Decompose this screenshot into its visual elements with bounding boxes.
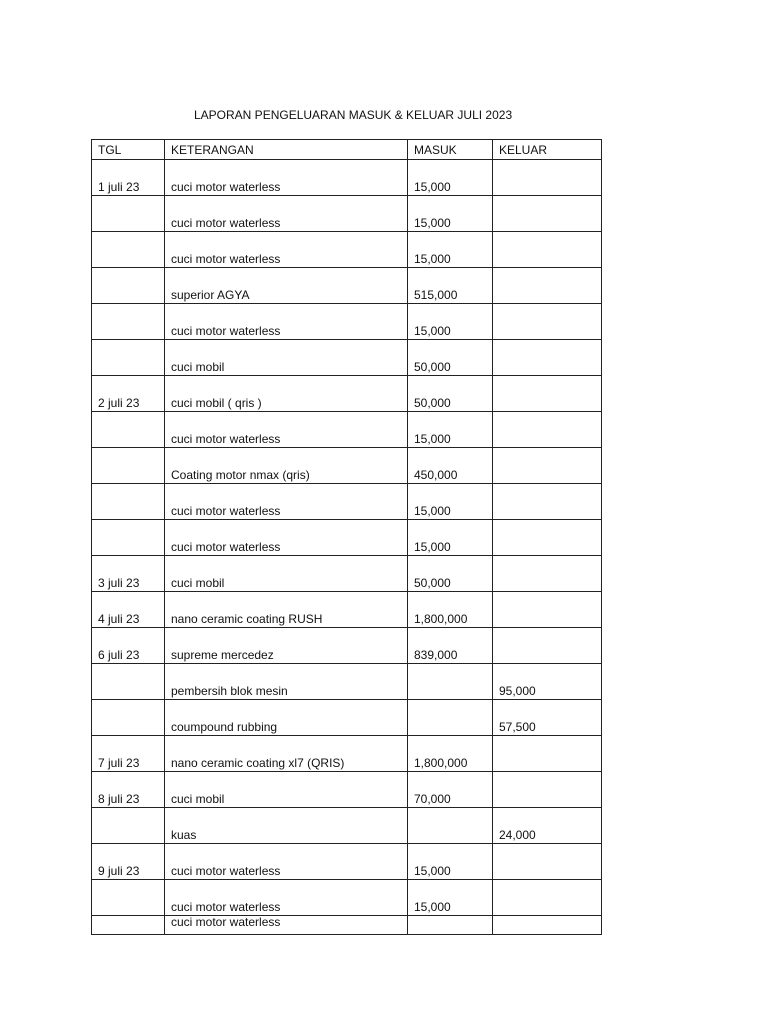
keluar-cell bbox=[493, 772, 602, 808]
masuk-cell bbox=[408, 700, 493, 736]
masuk-cell: 15,000 bbox=[408, 232, 493, 268]
tgl-cell bbox=[92, 232, 165, 268]
keterangan-cell: pembersih blok mesin bbox=[165, 664, 408, 700]
keterangan-cell: cuci motor waterless bbox=[165, 484, 408, 520]
keluar-cell bbox=[493, 232, 602, 268]
masuk-cell: 15,000 bbox=[408, 304, 493, 340]
document-title: LAPORAN PENGELUARAN MASUK & KELUAR JULI 2023 bbox=[194, 108, 513, 122]
keterangan-cell: nano ceramic coating RUSH bbox=[165, 592, 408, 628]
keluar-cell bbox=[493, 196, 602, 232]
keterangan-cell: cuci motor waterless bbox=[165, 880, 408, 916]
tgl-cell: 8 juli 23 bbox=[92, 772, 165, 808]
table-row bbox=[92, 736, 602, 772]
table-row bbox=[92, 556, 602, 592]
tgl-cell: 2 juli 23 bbox=[92, 376, 165, 412]
tgl-cell bbox=[92, 808, 165, 844]
table-row bbox=[92, 196, 602, 232]
keluar-cell bbox=[493, 880, 602, 916]
masuk-cell: 15,000 bbox=[408, 484, 493, 520]
keterangan-cell: cuci motor waterless bbox=[165, 520, 408, 556]
masuk-cell: 50,000 bbox=[408, 340, 493, 376]
keluar-cell bbox=[493, 376, 602, 412]
keterangan-cell: cuci motor waterless bbox=[165, 844, 408, 880]
masuk-cell: 50,000 bbox=[408, 376, 493, 412]
tgl-cell: 9 juli 23 bbox=[92, 844, 165, 880]
header-tgl: TGL bbox=[92, 140, 165, 160]
table-header-row bbox=[92, 140, 602, 160]
keluar-cell: 57,500 bbox=[493, 700, 602, 736]
keluar-cell bbox=[493, 412, 602, 448]
tgl-cell bbox=[92, 448, 165, 484]
tgl-cell: 3 juli 23 bbox=[92, 556, 165, 592]
tgl-cell bbox=[92, 304, 165, 340]
table-row bbox=[92, 772, 602, 808]
table-row bbox=[92, 160, 602, 196]
ledger-table bbox=[91, 139, 602, 935]
tgl-cell bbox=[92, 196, 165, 232]
keluar-cell bbox=[493, 628, 602, 664]
tgl-cell bbox=[92, 880, 165, 916]
table-row bbox=[92, 592, 602, 628]
keterangan-cell: Coating motor nmax (qris) bbox=[165, 448, 408, 484]
tgl-cell bbox=[92, 664, 165, 700]
table-row bbox=[92, 628, 602, 664]
masuk-cell: 1,800,000 bbox=[408, 736, 493, 772]
table-row bbox=[92, 448, 602, 484]
masuk-cell: 15,000 bbox=[408, 520, 493, 556]
keluar-cell: 95,000 bbox=[493, 664, 602, 700]
table-row bbox=[92, 232, 602, 268]
keterangan-cell: superior AGYA bbox=[165, 268, 408, 304]
keluar-cell bbox=[493, 556, 602, 592]
keluar-cell bbox=[493, 916, 602, 935]
tgl-cell bbox=[92, 916, 165, 935]
keterangan-cell: cuci motor waterless bbox=[165, 916, 408, 935]
keluar-cell bbox=[493, 484, 602, 520]
masuk-cell: 515,000 bbox=[408, 268, 493, 304]
table-row bbox=[92, 664, 602, 700]
masuk-cell: 450,000 bbox=[408, 448, 493, 484]
keterangan-cell: cuci motor waterless bbox=[165, 160, 408, 196]
tgl-cell bbox=[92, 484, 165, 520]
table-row bbox=[92, 916, 602, 935]
keterangan-cell: supreme mercedez bbox=[165, 628, 408, 664]
table-row bbox=[92, 520, 602, 556]
table-row bbox=[92, 844, 602, 880]
tgl-cell bbox=[92, 268, 165, 304]
tgl-cell bbox=[92, 520, 165, 556]
keterangan-cell: cuci mobil bbox=[165, 556, 408, 592]
table-row bbox=[92, 412, 602, 448]
tgl-cell bbox=[92, 700, 165, 736]
header-keluar: KELUAR bbox=[493, 140, 602, 160]
keterangan-cell: cuci mobil bbox=[165, 340, 408, 376]
tgl-cell: 6 juli 23 bbox=[92, 628, 165, 664]
table-row bbox=[92, 340, 602, 376]
keluar-cell bbox=[493, 520, 602, 556]
keterangan-cell: kuas bbox=[165, 808, 408, 844]
keluar-cell bbox=[493, 736, 602, 772]
table-row bbox=[92, 304, 602, 340]
masuk-cell: 15,000 bbox=[408, 844, 493, 880]
table-row bbox=[92, 700, 602, 736]
keterangan-cell: coumpound rubbing bbox=[165, 700, 408, 736]
keluar-cell bbox=[493, 592, 602, 628]
masuk-cell: 70,000 bbox=[408, 772, 493, 808]
table-row bbox=[92, 376, 602, 412]
table-row bbox=[92, 268, 602, 304]
keterangan-cell: cuci motor waterless bbox=[165, 412, 408, 448]
keluar-cell bbox=[493, 268, 602, 304]
keterangan-cell: cuci mobil bbox=[165, 772, 408, 808]
keterangan-cell: cuci motor waterless bbox=[165, 196, 408, 232]
keluar-cell bbox=[493, 844, 602, 880]
table-row bbox=[92, 484, 602, 520]
masuk-cell: 15,000 bbox=[408, 160, 493, 196]
masuk-cell: 50,000 bbox=[408, 556, 493, 592]
keluar-cell bbox=[493, 304, 602, 340]
keluar-cell bbox=[493, 340, 602, 376]
masuk-cell: 839,000 bbox=[408, 628, 493, 664]
tgl-cell: 7 juli 23 bbox=[92, 736, 165, 772]
masuk-cell bbox=[408, 808, 493, 844]
masuk-cell: 15,000 bbox=[408, 412, 493, 448]
keluar-cell: 24,000 bbox=[493, 808, 602, 844]
ledger-body bbox=[92, 140, 602, 935]
masuk-cell bbox=[408, 916, 493, 935]
table-row bbox=[92, 808, 602, 844]
keterangan-cell: cuci motor waterless bbox=[165, 304, 408, 340]
masuk-cell: 1,800,000 bbox=[408, 592, 493, 628]
masuk-cell bbox=[408, 664, 493, 700]
masuk-cell: 15,000 bbox=[408, 196, 493, 232]
tgl-cell: 4 juli 23 bbox=[92, 592, 165, 628]
keterangan-cell: cuci motor waterless bbox=[165, 232, 408, 268]
keterangan-cell: nano ceramic coating xl7 (QRIS) bbox=[165, 736, 408, 772]
header-masuk: MASUK bbox=[408, 140, 493, 160]
keterangan-cell: cuci mobil ( qris ) bbox=[165, 376, 408, 412]
keluar-cell bbox=[493, 160, 602, 196]
tgl-cell bbox=[92, 412, 165, 448]
tgl-cell: 1 juli 23 bbox=[92, 160, 165, 196]
keluar-cell bbox=[493, 448, 602, 484]
masuk-cell: 15,000 bbox=[408, 880, 493, 916]
table-row bbox=[92, 880, 602, 916]
tgl-cell bbox=[92, 340, 165, 376]
header-keterangan: KETERANGAN bbox=[165, 140, 408, 160]
